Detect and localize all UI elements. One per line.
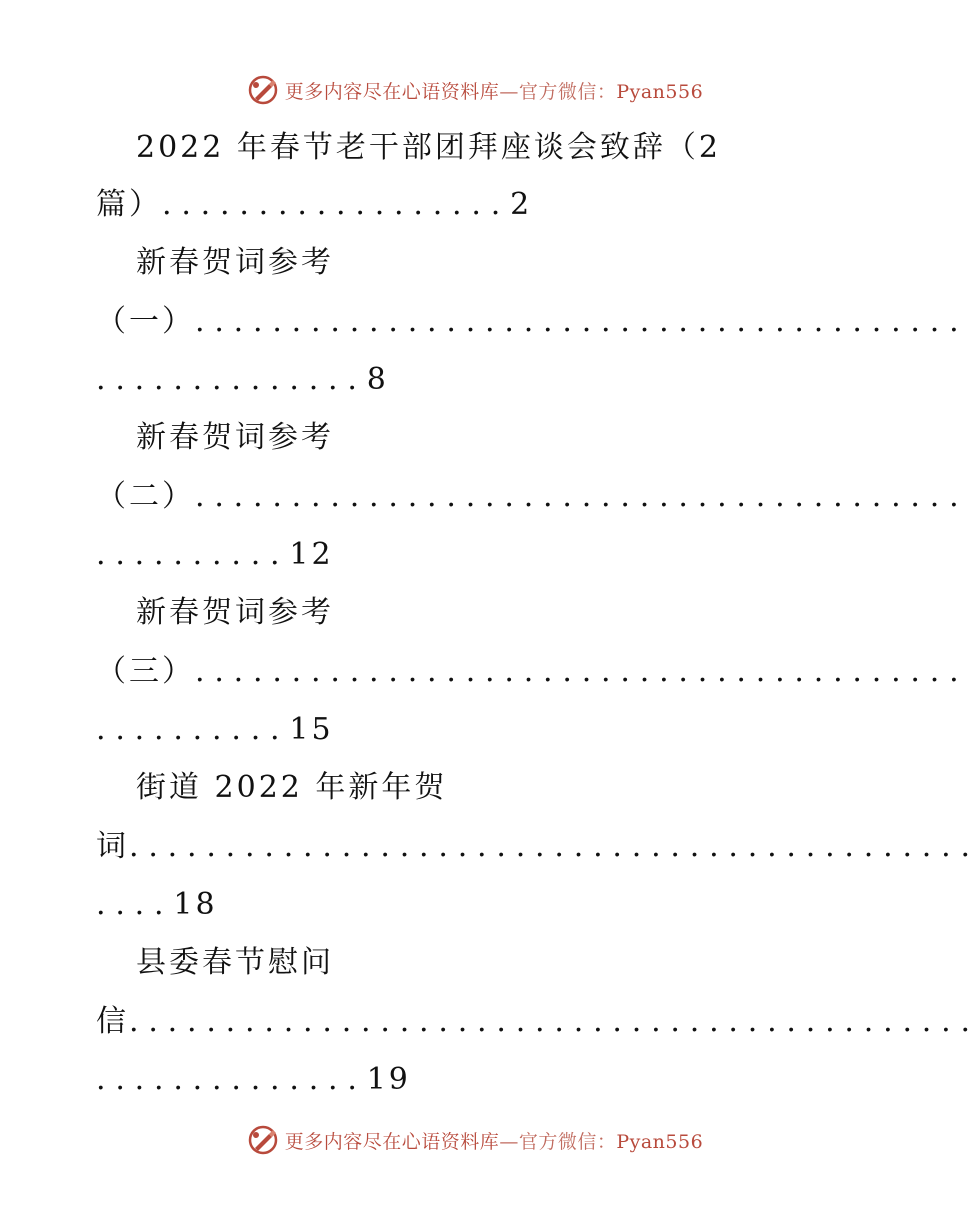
toc-entry-5-line2: 词............................................ [96, 829, 980, 864]
toc-entry-2-title: 新春贺词参考 [136, 245, 334, 280]
toc-page-number: 19 [366, 1062, 411, 1097]
pen-logo-icon [247, 74, 279, 106]
toc-entry-3-title: 新春贺词参考 [136, 420, 334, 455]
toc-entry-4-line3 [96, 710, 334, 750]
toc-leader-dots: .............. [96, 362, 367, 397]
toc-page-number: 8 [366, 362, 389, 397]
toc-entry-6-title: 县委春节慰问 [136, 945, 334, 980]
toc-entry-6-line3 [96, 1060, 411, 1100]
toc-entry-3-line2: （二）........................................ [96, 479, 969, 514]
toc-leader-dots: .......... [96, 712, 290, 747]
toc-entry-2-line3 [96, 360, 389, 400]
watermark-text: 更多内容尽在心语资料库—官方微信：Pyan556 [284, 1130, 704, 1153]
toc-page-number: 15 [289, 712, 334, 747]
toc-leader-dots: ........................................ [195, 654, 969, 689]
toc-entry-4-title: 新春贺词参考 [136, 595, 334, 630]
toc-entry-5-line3 [96, 885, 218, 925]
toc-leader-dots: ............................................ [129, 1004, 980, 1039]
toc-leader-dots: ............................................ [129, 829, 980, 864]
toc-entry-4-line2: （三）........................................ [96, 654, 969, 689]
toc-entry-2-line2: （一）........................................ [96, 304, 969, 339]
toc-page-number: 2 [510, 187, 533, 222]
footer-watermark [0, 1120, 950, 1160]
toc-leader-dots: .............. [96, 1062, 367, 1097]
toc-entry-6-line2: 信............................................ [96, 1004, 980, 1039]
toc-page-number: 18 [173, 887, 218, 922]
toc-entry-3-line3 [96, 535, 334, 575]
toc-entry-1-title: 2022 年春节老干部团拜座谈会致辞（2 [136, 130, 721, 165]
watermark-text: 更多内容尽在心语资料库—官方微信：Pyan556 [284, 80, 704, 103]
toc-page-number: 12 [289, 537, 334, 572]
toc-leader-dots: .................. [162, 187, 511, 222]
pen-logo-icon [247, 1124, 279, 1156]
toc-leader-dots: ........................................ [195, 479, 969, 514]
toc-leader-dots: ........................................ [195, 304, 969, 339]
toc-leader-dots: .......... [96, 537, 290, 572]
toc-entry-1-line2: 篇）..................2 [96, 187, 533, 222]
header-watermark [0, 70, 950, 110]
toc-entry-5-title: 街道 2022 年新年贺 [136, 770, 448, 805]
toc-leader-dots: .... [96, 887, 174, 922]
